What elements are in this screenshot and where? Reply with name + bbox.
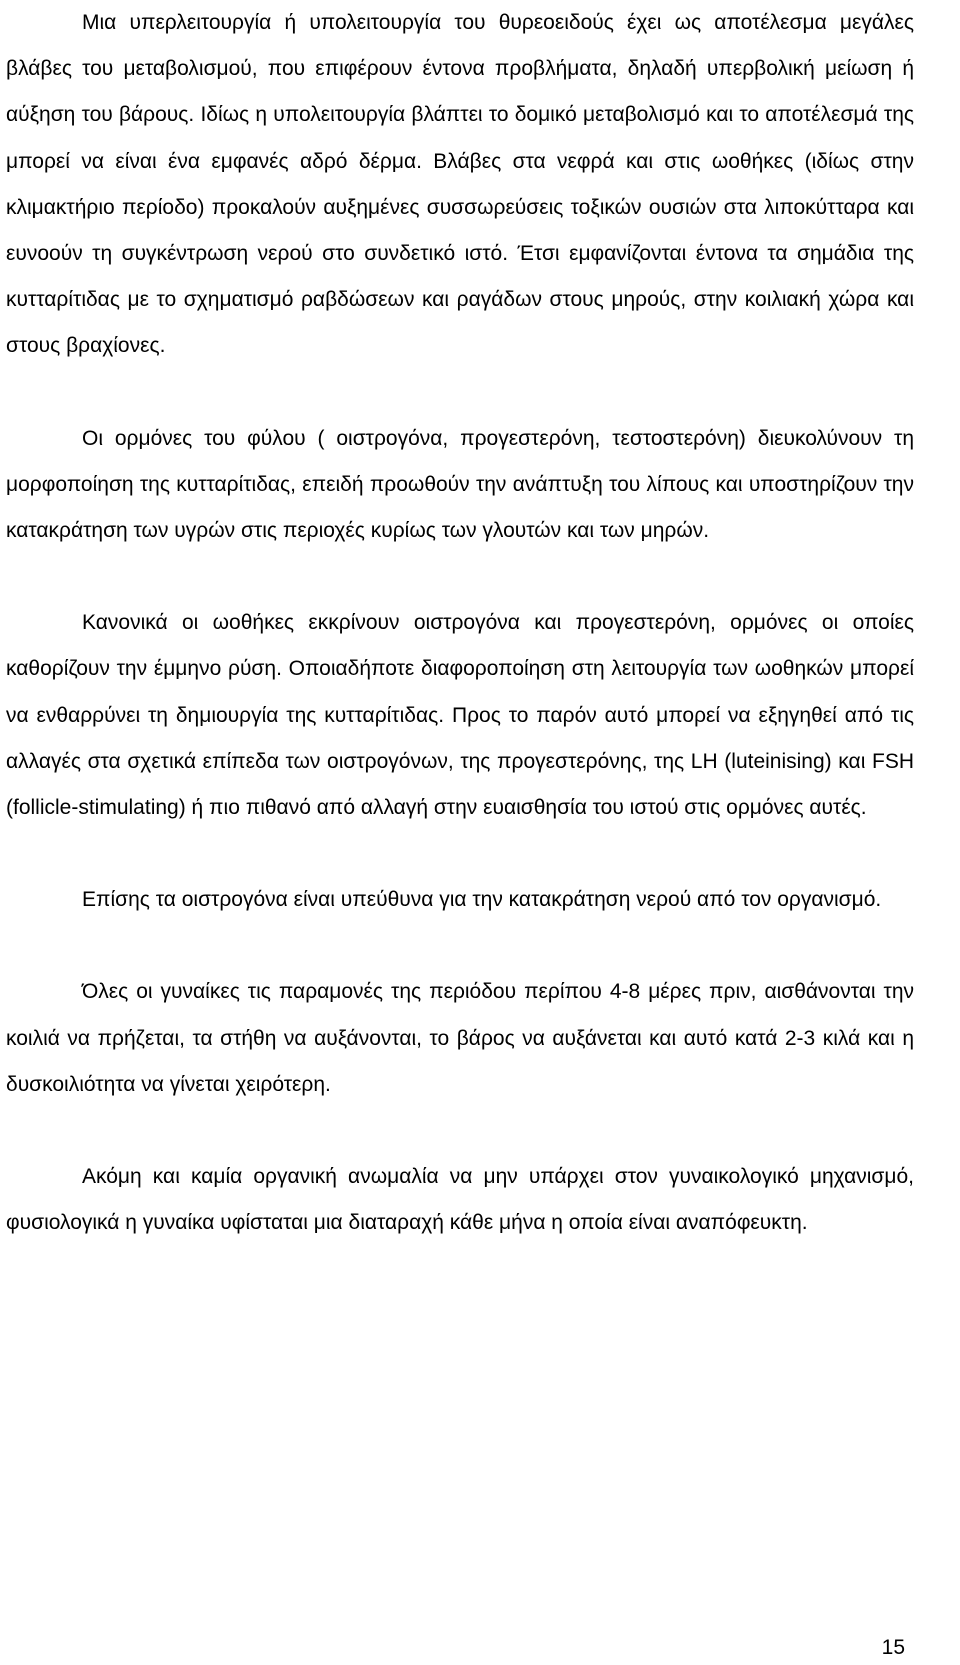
paragraph-ovaries: Κανονικά οι ωοθήκες εκκρίνουν οιστρογόνα και προγεστερόνη, ορμόνες οι οποίες καθορίζουν την έμμηνο ρύση. Οποιαδήποτε διαφοροποίηση στη λειτουργία των ωοθηκών μπορεί να ενθαρρύνει τη δημιουργία της κυτταρίτιδας. Προς το παρόν αυτό μπορεί να εξηγηθεί από τις αλλαγές στα σχετικά επίπεδα των οιστρογόνων, της προγεστερόνης, της LH (luteinising) και FSH (follicle-stimulating) ή πιο πιθανό από αλλαγή στην ευαισθησία του ιστού στις ορμόνες αυτές. [6, 611, 914, 820]
paragraph-estrogen-water: Επίσης τα οιστρογόνα είναι υπεύθυνα για την κατακράτηση νερού από τον οργανισμό. [82, 888, 882, 912]
document-body [6, 0, 914, 1246]
paragraph-thyroid: Μια υπερλειτουργία ή υπολειτουργία του θυρεοειδούς έχει ως αποτέλεσμα μεγάλες βλάβες του μεταβολισμού, που επιφέρουν έντονα προβλήματα, δηλαδή υπερβολική μείωση ή αύξηση του βάρους. Ιδίως η υπολειτουργία βλάπτει το δομικό μεταβολισμό και το αποτέλεσμά της μπορεί να είναι ένα εμφανές αδρό δέρμα. Βλάβες στα νεφρά και στις ωοθήκες (ιδίως στην κλιμακτήριο περίοδο) προκαλούν αυξημένες συσσωρεύσεις τοξικών ουσιών στα λιποκύτταρα και ευνοούν τη συγκέντρωση νερού στο συνδετικό ιστό. Έτσι εμφανίζονται έντονα τα σημάδια της κυτταρίτιδας με το σχηματισμό ραβδώσεων και ραγάδων στους μηρούς, στην κοιλιακή χώρα και στους βραχίονες. [6, 11, 914, 358]
paragraph-monthly-disturbance: Ακόμη και καμία οργανική ανωμαλία να μην υπάρχει στον γυναικολογικό μηχανισμό, φυσιολογικά η γυναίκα υφίσταται μια διαταραχή κάθε μήνα η οποία είναι αναπόφευκτη. [6, 1165, 914, 1235]
page-number: 15 [881, 1636, 905, 1659]
paragraph-sex-hormones: Οι ορμόνες του φύλου ( οιστρογόνα, προγεστερόνη, τεστοστερόνη) διευκολύνουν τη μορφοποίηση της κυτταρίτιδας, επειδή προωθούν την ανάπτυξη του λίπους και υποστηρίζουν την κατακράτηση των υγρών στις περιοχές κυρίως των γλουτών και των μηρών. [6, 426, 914, 543]
paragraph-premenstrual: Όλες οι γυναίκες τις παραμονές της περιόδου περίπου 4-8 μέρες πριν, αισθάνονται την κοιλιά να πρήζεται, τα στήθη να αυξάνονται, το βάρος να αυξάνεται και αυτό κατά 2-3 κιλά και η δυσκοιλιότητα να γίνεται χειρότερη. [6, 980, 914, 1096]
